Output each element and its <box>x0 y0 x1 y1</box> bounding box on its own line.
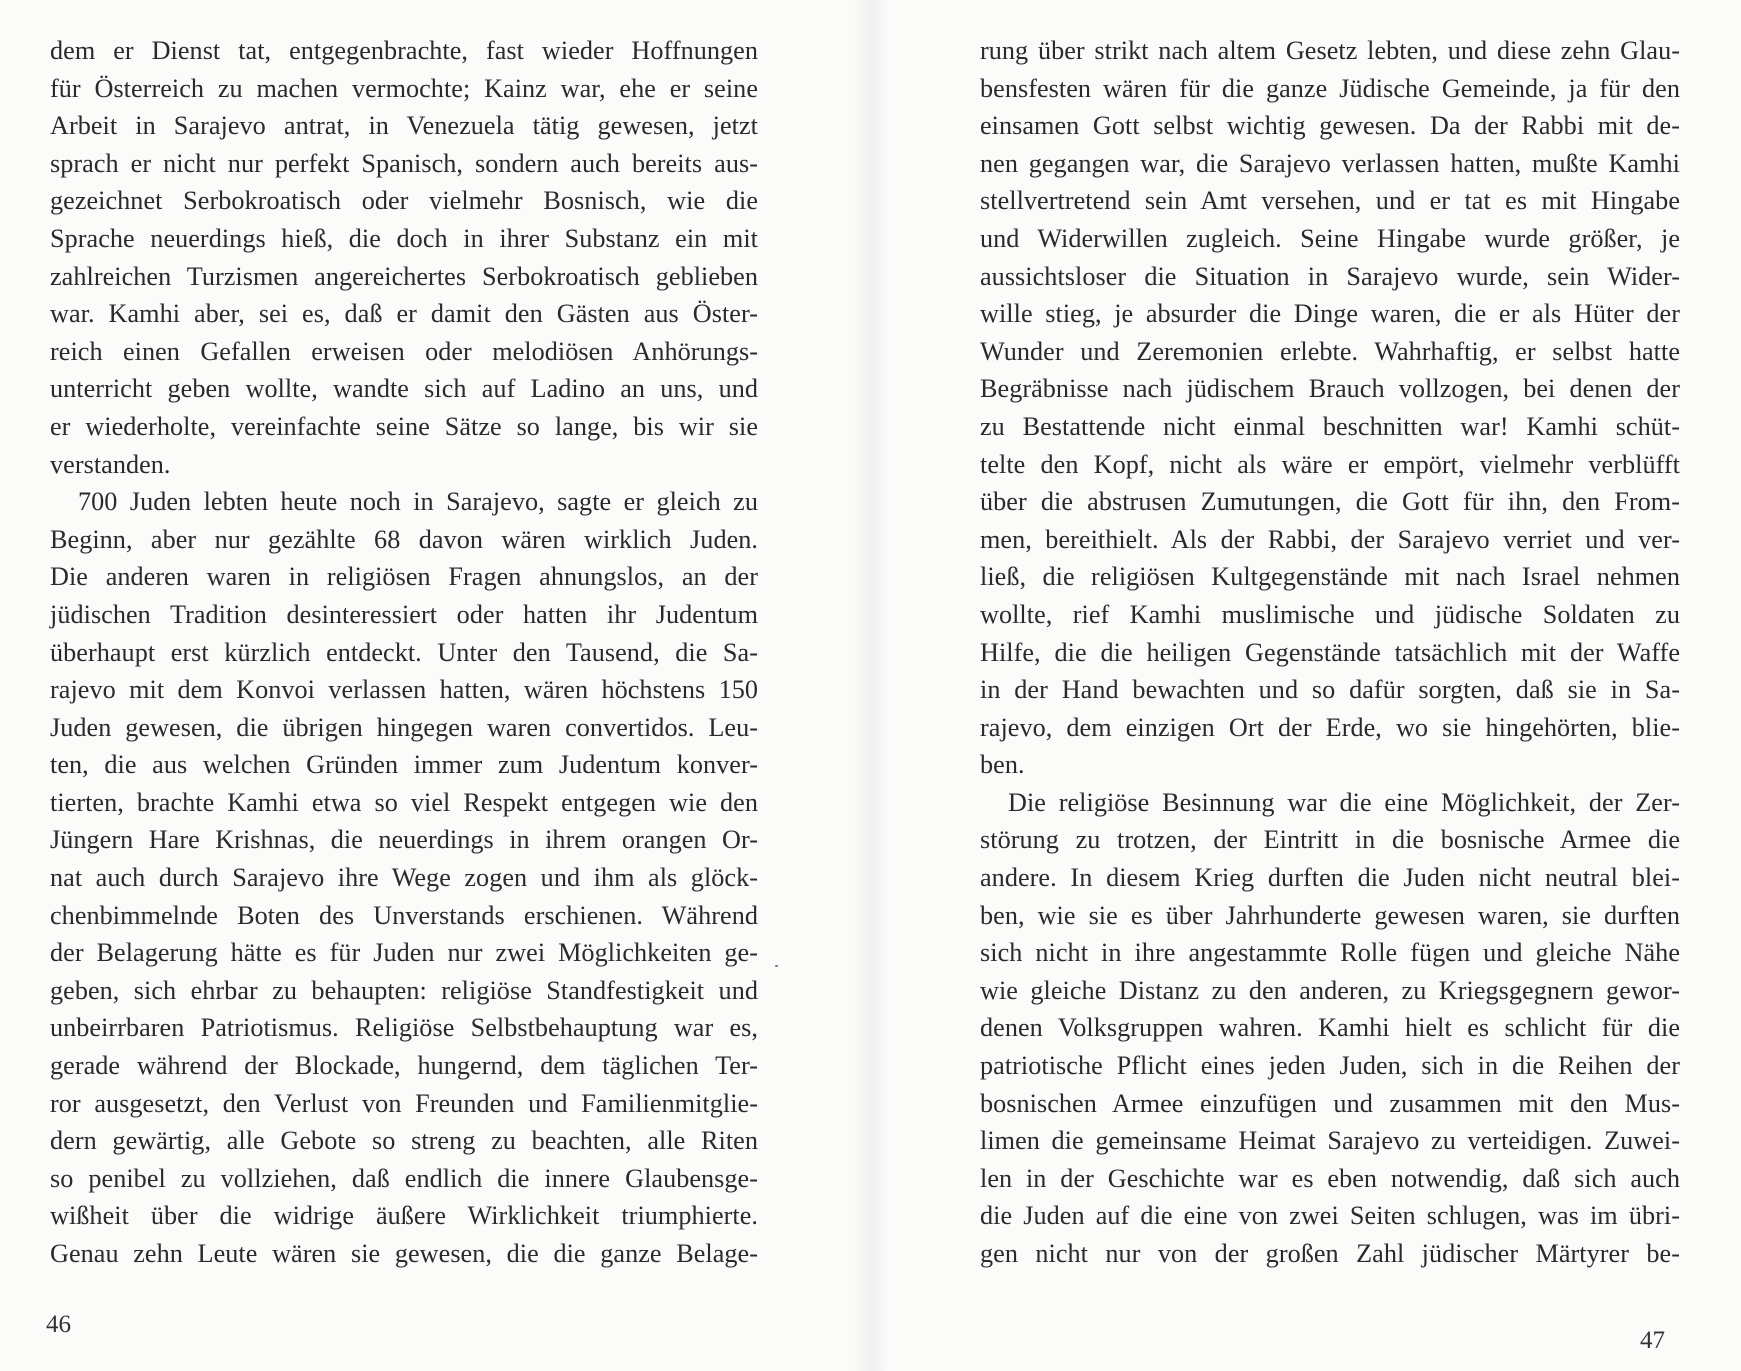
text-line: patriotische Pflicht eines jeden Juden, sich in die Reihen der <box>980 1051 1680 1081</box>
text-line: dern gewärtig, alle Gebote so streng zu beachten, alle Riten <box>50 1126 758 1156</box>
page-number-right: 47 <box>1640 1327 1665 1354</box>
text-line: men, bereithielt. Als der Rabbi, der Sarajevo verriet und ver- <box>980 524 1680 554</box>
text-line: Arbeit in Sarajevo antrat, in Venezuela tätig gewesen, jetzt <box>50 111 758 141</box>
text-line: telte den Kopf, nicht als wäre er empört, vielmehr verblüfft <box>980 449 1680 479</box>
text-line: Sprache neuerdings hieß, die doch in ihrer Substanz ein mit <box>50 223 758 253</box>
scan-speck <box>775 965 778 967</box>
text-line: zahlreichen Turzismen angereichertes Serbokroatisch geblieben <box>50 261 758 291</box>
text-line: so penibel zu vollziehen, daß endlich die innere Glaubensge- <box>50 1163 758 1193</box>
text-line: sich nicht in ihre angestammte Rolle fügen und gleiche Nähe <box>980 938 1680 968</box>
text-line: überhaupt erst kürzlich entdeckt. Unter den Tausend, die Sa- <box>50 637 758 667</box>
paragraph-end-line: ben. <box>980 750 1025 780</box>
text-line: über die abstrusen Zumutungen, die Gott für ihn, den From- <box>980 487 1680 517</box>
text-line: der Belagerung hätte es für Juden nur zwei Möglichkeiten ge- <box>50 938 758 968</box>
right-page <box>980 32 1680 1273</box>
text-line: stellvertretend sein Amt versehen, und er tat es mit Hingabe <box>980 186 1680 216</box>
text-line: Juden gewesen, die übrigen hingegen waren convertidos. Leu- <box>50 712 758 742</box>
text-line: Hilfe, die die heiligen Gegenstände tatsächlich mit der Waffe <box>980 637 1680 667</box>
paragraph-end-line: verstanden. <box>50 449 171 479</box>
text-line: rung über strikt nach altem Gesetz lebten, und diese zehn Glau- <box>980 36 1680 65</box>
text-line: ten, die aus welchen Gründen immer zum Judentum konver- <box>50 750 758 780</box>
text-line: wollte, rief Kamhi muslimische und jüdische Soldaten zu <box>980 599 1680 629</box>
text-line: sprach er nicht nur perfekt Spanisch, sondern auch bereits aus- <box>50 148 758 178</box>
text-line: für Österreich zu machen vermochte; Kainz war, ehe er seine <box>50 73 758 103</box>
text-line: wille stieg, je absurder die Dinge waren, die er als Hüter der <box>980 299 1680 329</box>
text-line: in der Hand bewachten und so dafür sorgten, daß sie in Sa- <box>980 675 1680 705</box>
text-line: bensfesten wären für die ganze Jüdische Gemeinde, ja für den <box>980 73 1680 103</box>
text-line: dem er Dienst tat, entgegenbrachte, fast wieder Hoffnungen <box>50 36 758 65</box>
text-line: geben, sich ehrbar zu behaupten: religiöse Standfestigkeit und <box>50 975 758 1005</box>
text-line: störung zu trotzen, der Eintritt in die bosnische Armee die <box>980 825 1680 855</box>
text-line: ließ, die religiösen Kultgegenstände mit nach Israel nehmen <box>980 562 1680 592</box>
text-line: unterricht geben wollte, wandte sich auf Ladino an uns, und <box>50 374 758 404</box>
text-line: jüdischen Tradition desinteressiert oder hatten ihr Judentum <box>50 599 758 629</box>
text-line: gerade während der Blockade, hungernd, dem täglichen Ter- <box>50 1051 758 1081</box>
text-line: einsamen Gott selbst wichtig gewesen. Da der Rabbi mit de- <box>980 111 1680 141</box>
text-line: reich einen Gefallen erweisen oder melodiösen Anhörungs- <box>50 336 758 366</box>
text-line: tierten, brachte Kamhi etwa so viel Respekt entgegen wie den <box>50 787 758 817</box>
text-line: war. Kamhi aber, sei es, daß er damit den Gästen aus Öster- <box>50 299 758 329</box>
text-line: er wiederholte, vereinfachte seine Sätze so lange, bis wir sie <box>50 411 758 441</box>
text-line: Beginn, aber nur gezählte 68 davon wären wirklich Juden. <box>50 524 758 554</box>
text-line: Jüngern Hare Krishnas, die neuerdings in ihrem orangen Or- <box>50 825 758 855</box>
text-line: ben, wie sie es über Jahrhunderte gewesen waren, sie durften <box>980 900 1680 930</box>
text-line: die Juden auf die eine von zwei Seiten schlugen, was im übri- <box>980 1201 1680 1231</box>
text-line: limen die gemeinsame Heimat Sarajevo zu verteidigen. Zuwei- <box>980 1126 1680 1156</box>
text-line: andere. In diesem Krieg durften die Juden nicht neutral blei- <box>980 863 1680 893</box>
text-line: unbeirrbaren Patriotismus. Religiöse Selbstbehauptung war es, <box>50 1013 758 1043</box>
text-line: gen nicht nur von der großen Zahl jüdischer Märtyrer be- <box>980 1239 1680 1268</box>
text-line: Genau zehn Leute wären sie gewesen, die die ganze Belage- <box>50 1239 758 1268</box>
text-line: nen gegangen war, die Sarajevo verlassen hatten, mußte Kamhi <box>980 148 1680 178</box>
text-line: len in der Geschichte war es eben notwendig, daß sich auch <box>980 1163 1680 1193</box>
paragraph-start-line: Die religiöse Besinnung war die eine Möglichkeit, der Zer- <box>1008 787 1680 817</box>
text-line: denen Volksgruppen wahren. Kamhi hielt es schlicht für die <box>980 1013 1680 1043</box>
text-line: wie gleiche Distanz zu den anderen, zu Kriegsgegnern gewor- <box>980 975 1680 1005</box>
text-line: Begräbnisse nach jüdischem Brauch vollzogen, bei denen der <box>980 374 1680 404</box>
left-page <box>50 32 758 1273</box>
text-line: bosnischen Armee einzufügen und zusammen mit den Mus- <box>980 1088 1680 1118</box>
text-line: Die anderen waren in religiösen Fragen ahnungslos, an der <box>50 562 758 592</box>
text-line: aussichtsloser die Situation in Sarajevo wurde, sein Wider- <box>980 261 1680 291</box>
book-gutter <box>852 0 888 1371</box>
text-line: nat auch durch Sarajevo ihre Wege zogen und ihm als glöck- <box>50 863 758 893</box>
text-line: rajevo mit dem Konvoi verlassen hatten, wären höchstens 150 <box>50 675 758 705</box>
text-line: und Widerwillen zugleich. Seine Hingabe wurde größer, je <box>980 223 1680 253</box>
text-line: Wunder und Zeremonien erlebte. Wahrhaftig, er selbst hatte <box>980 336 1680 366</box>
text-line: chenbimmelnde Boten des Unverstands erschienen. Während <box>50 900 758 930</box>
text-line: wißheit über die widrige äußere Wirklichkeit triumphierte. <box>50 1201 758 1231</box>
page-number-left: 46 <box>46 1311 71 1338</box>
text-line: zu Bestattende nicht einmal beschnitten war! Kamhi schüt- <box>980 411 1680 441</box>
text-line: ror ausgesetzt, den Verlust von Freunden und Familienmitglie- <box>50 1088 758 1118</box>
text-line: rajevo, dem einzigen Ort der Erde, wo sie hingehörten, blie- <box>980 712 1680 742</box>
text-line: gezeichnet Serbokroatisch oder vielmehr Bosnisch, wie die <box>50 186 758 216</box>
paragraph-start-line: 700 Juden lebten heute noch in Sarajevo, sagte er gleich zu <box>78 487 758 517</box>
